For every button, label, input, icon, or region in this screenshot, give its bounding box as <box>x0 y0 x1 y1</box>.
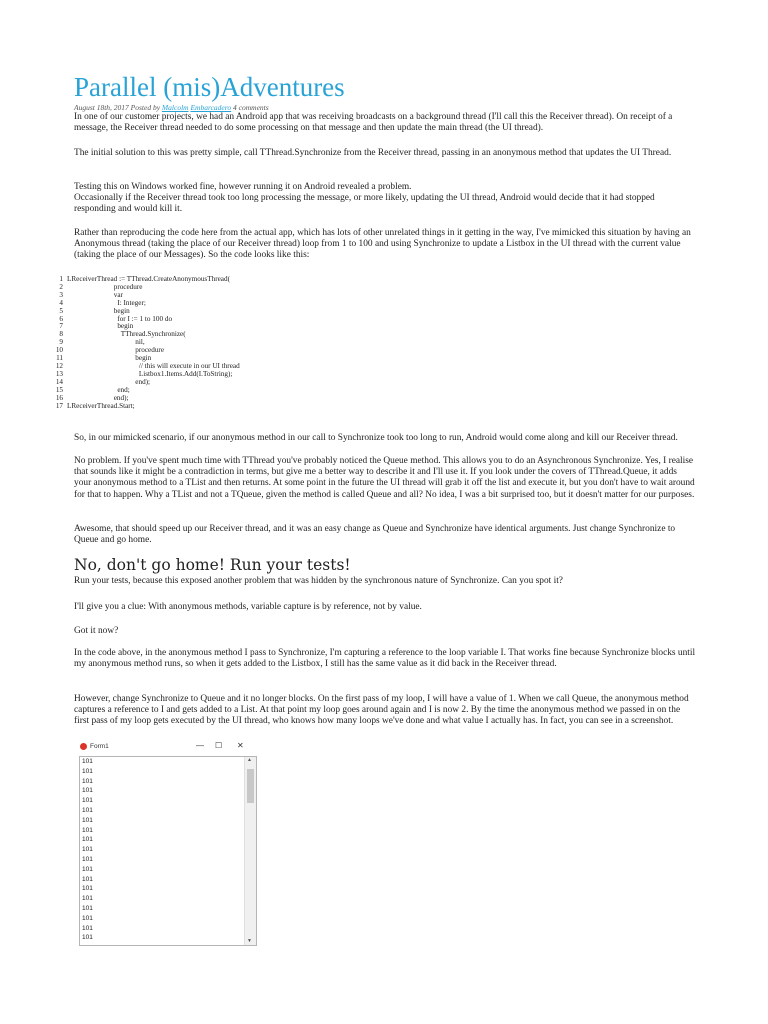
code-text: end); <box>67 377 151 386</box>
code-text: TThread.Synchronize( <box>67 330 186 339</box>
list-item[interactable]: 101 <box>82 787 93 795</box>
list-item[interactable]: 101 <box>82 914 93 922</box>
paragraph-7: Awesome, that should speed up our Receiver thread, and it was an easy change as Queue and Synchronize have identical arguments. Just change Synchronize to Queue and go home. <box>74 524 676 546</box>
paragraph-8: Run your tests, because this exposed another problem that was hidden by the synchronous nature of Synchronize. Can you spot it? <box>74 576 563 586</box>
code-text: begin <box>67 322 134 331</box>
post-date-prefix: August 18th, 2017 Posted by <box>74 103 162 112</box>
list-item[interactable]: 101 <box>82 875 93 883</box>
form-titlebar[interactable] <box>74 740 255 754</box>
line-number: 12 <box>55 361 63 370</box>
code-text: for I := 1 to 100 do <box>67 314 173 323</box>
line-number: 2 <box>59 282 63 291</box>
minimize-button[interactable]: — <box>196 741 204 750</box>
author-link[interactable]: Malcolm <box>161 103 189 112</box>
line-number: 13 <box>55 369 63 378</box>
code-text: procedure <box>67 282 143 291</box>
line-number: 6 <box>59 314 63 323</box>
code-text: var <box>67 290 123 299</box>
post-meta <box>74 103 269 112</box>
article-title[interactable]: Parallel (mis)Adventures <box>74 72 345 102</box>
line-number: 10 <box>55 346 63 355</box>
line-number: 3 <box>59 290 63 299</box>
code-text: I: Integer; <box>67 298 146 307</box>
listbox-items <box>80 757 256 943</box>
scroll-up-icon[interactable]: ▲ <box>247 758 252 763</box>
section-heading: No, don't go home! Run your tests! <box>74 556 351 574</box>
paragraph-6: No problem. If you've spent much time with TThread you've probably noticed the Queue method. This allows you to do an Asynchronous Synchronize. Yes, I realise that sounds like it might be a contradiction in terms, but give me a better way to describe it and I'll use it. If you look under the covers of TThread.Queue, it adds your anonymous method to a TList and then returns. At some point in the future the UI thread will grab it off the list and execute it, but you don't have to wait around for that to happen. Why a TList and not a TQueue, given the method is called Queue and all? No idea, I was a bit surprised too, but it doesn't matter for our purposes. <box>74 456 695 500</box>
maximize-button[interactable]: ☐ <box>215 741 223 750</box>
list-item[interactable]: 101 <box>82 836 93 844</box>
scroll-down-icon[interactable]: ▼ <box>247 939 252 944</box>
list-item[interactable]: 101 <box>82 895 93 903</box>
code-block <box>52 276 240 410</box>
list-item[interactable]: 101 <box>82 904 93 912</box>
code-text: LReceiverThread.Start; <box>67 401 135 410</box>
paragraph-4: Rather than reproducing the code here from the actual app, which has lots of other unrelated things in it getting in the way, I've mimicked this situation by having an Anonymous thread (taking the place of our Receiver thread) loop from 1 to 100 and using Synchronize to update a Listbox in the UI thread with the current value (taking the place of our Messages). So the code looks like this: <box>74 228 691 261</box>
list-item[interactable]: 101 <box>82 934 93 942</box>
line-number: 7 <box>59 322 63 331</box>
code-text: // this will execute in our UI thread <box>67 361 240 370</box>
code-line <box>52 403 240 411</box>
close-button[interactable]: ✕ <box>237 741 244 750</box>
app-icon <box>80 743 87 750</box>
list-item[interactable]: 101 <box>82 806 93 814</box>
form-title: Form1 <box>90 743 109 750</box>
paragraph-2: The initial solution to this was pretty simple, call TThread.Synchronize from the Receiver thread, passing in an anonymous method that updates the UI Thread. <box>74 148 672 158</box>
code-text: nil, <box>67 338 145 347</box>
line-number: 9 <box>59 338 63 347</box>
company-link[interactable]: Embarcadero <box>190 103 232 112</box>
scrollbar[interactable] <box>244 757 256 945</box>
list-item[interactable]: 101 <box>82 777 93 785</box>
code-text: begin <box>67 306 130 315</box>
code-text: Listbox1.Items.Add(I.ToString); <box>67 369 233 378</box>
line-number: 16 <box>55 393 63 402</box>
line-number: 17 <box>55 401 63 410</box>
list-item[interactable]: 101 <box>82 816 93 824</box>
list-item[interactable]: 101 <box>82 924 93 932</box>
line-number: 15 <box>55 385 63 394</box>
list-item[interactable]: 101 <box>82 865 93 873</box>
line-number: 1 <box>59 275 63 283</box>
paragraph-10: Got it now? <box>74 626 119 636</box>
code-text: end); <box>67 393 129 402</box>
listbox[interactable] <box>79 756 257 946</box>
paragraph-11: In the code above, in the anonymous method I pass to Synchronize, I'm capturing a reference to the loop variable I. That works fine because Synchronize blocks until my anonymous method runs, so when it gets added to the Listbox, I still has the same value as it did back in the Receiver thread. <box>74 648 696 670</box>
code-text: end; <box>67 385 130 394</box>
paragraph-12: However, change Synchronize to Queue and it no longer blocks. On the first pass of my loop, I will have a value of 1. When we call Queue, the anonymous method captures a reference to I and gets added to a List. At that point my loop goes around again and I is now 2. By the time the anonymous method we passed in on the first pass of my loop gets executed by the UI thread, who knows how many loops we've done and what value I actually has. In fact, you can see in a screenshot. <box>74 694 689 727</box>
form-screenshot <box>74 740 255 945</box>
list-item[interactable]: 101 <box>82 797 93 805</box>
line-number: 11 <box>56 354 63 363</box>
line-number: 4 <box>59 298 63 307</box>
code-text: begin <box>67 354 152 363</box>
paragraph-9: I'll give you a clue: With anonymous methods, variable capture is by reference, not by value. <box>74 602 422 612</box>
list-item[interactable]: 101 <box>82 885 93 893</box>
list-item[interactable]: 101 <box>82 767 93 775</box>
line-number: 14 <box>55 377 63 386</box>
paragraph-3: Testing this on Windows worked fine, however running it on Android revealed a problem. Occasionally if the Receiver thread took too long processing the message, or more likely, updating the UI thread, Android would decide that it had stopped responding and would kill it. <box>74 182 655 215</box>
line-number: 5 <box>59 306 63 315</box>
list-item[interactable]: 101 <box>82 846 93 854</box>
code-text: procedure <box>67 346 165 355</box>
list-item[interactable]: 101 <box>82 826 93 834</box>
code-text: LReceiverThread := TThread.CreateAnonymousThread( <box>67 275 230 283</box>
scroll-thumb[interactable] <box>247 769 254 803</box>
paragraph-1: In one of our customer projects, we had an Android app that was receiving broadcasts on a background thread (I'll call this the Receiver thread). On receipt of a message, the Receiver thread needed to do some processing on that message and then update the main thread (the UI thread). <box>74 112 673 134</box>
comments-count[interactable]: 4 comments <box>233 103 269 112</box>
line-number: 8 <box>59 330 63 339</box>
list-item[interactable]: 101 <box>82 758 93 765</box>
list-item[interactable]: 101 <box>82 855 93 863</box>
paragraph-5: So, in our mimicked scenario, if our anonymous method in our call to Synchronize took too long to run, Android would come along and kill our Receiver thread. <box>74 433 678 443</box>
